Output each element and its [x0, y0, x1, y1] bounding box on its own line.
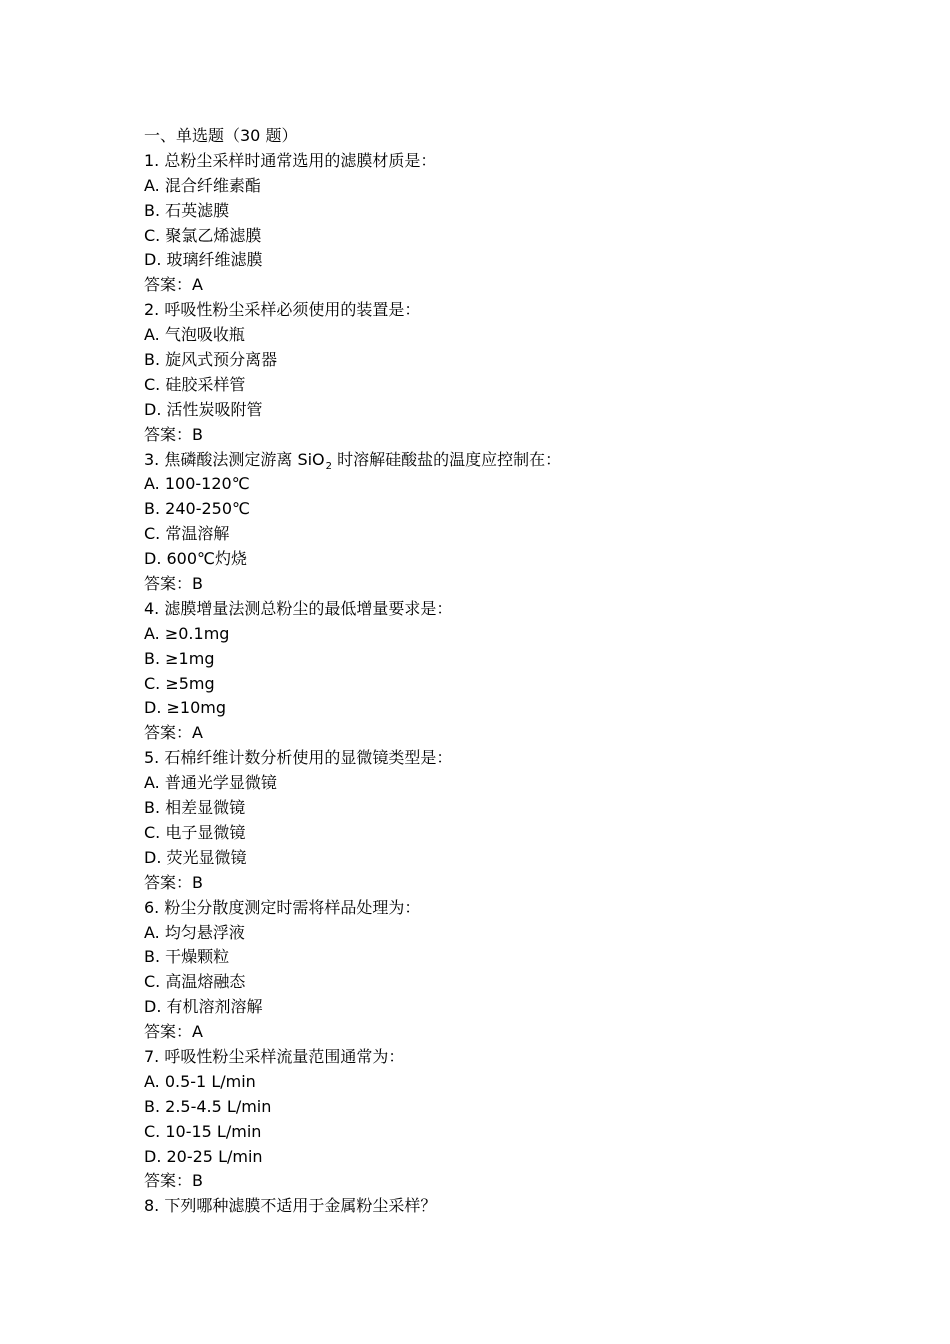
question-1-option-a: A. 混合纤维素酯 — [144, 175, 261, 195]
question-1-option-d: D. 玻璃纤维滤膜 — [144, 250, 263, 270]
document-page — [144, 124, 844, 1219]
section-title: 一、单选题（30 题） — [144, 126, 298, 145]
question-3-option-a: A. 100-120℃ — [144, 474, 250, 494]
question-3-stem-subscript: 2 — [325, 460, 333, 472]
question-4-option-b: B. ≥1mg — [144, 648, 215, 668]
question-2-option-a: A. 气泡吸收瓶 — [144, 325, 245, 345]
question-4-option-c: C. ≥5mg — [144, 673, 215, 693]
question-6-stem: 6. 粉尘分散度测定时需将样品处理为： — [144, 897, 421, 917]
question-7-option-b: B. 2.5-4.5 L/min — [144, 1096, 272, 1116]
question-3-stem-pre: 3. 焦磷酸法测定游离 SiO — [144, 449, 325, 469]
question-7-option-c: C. 10-15 L/min — [144, 1121, 262, 1141]
question-3-option-c: C. 常温溶解 — [144, 524, 230, 544]
question-2-stem: 2. 呼吸性粉尘采样必须使用的装置是： — [144, 300, 421, 320]
question-4-stem: 4. 滤膜增量法测总粉尘的最低增量要求是： — [144, 598, 453, 618]
question-1-option-b: B. 石英滤膜 — [144, 200, 230, 220]
question-7-answer: 答案：B — [144, 1171, 203, 1191]
question-5-option-d: D. 荧光显微镜 — [144, 847, 247, 867]
question-6-option-d: D. 有机溶剂溶解 — [144, 997, 263, 1017]
question-4-answer: 答案：A — [144, 723, 203, 743]
question-3-answer: 答案：B — [144, 574, 203, 594]
question-6-answer: 答案：A — [144, 1022, 203, 1042]
question-8-stem: 8. 下列哪种滤膜不适用于金属粉尘采样？ — [144, 1196, 437, 1216]
question-3-stem-post: 时溶解硅酸盐的温度应控制在： — [332, 449, 562, 469]
question-2-answer: 答案：B — [144, 424, 203, 444]
question-1-option-c: C. 聚氯乙烯滤膜 — [144, 225, 262, 245]
question-7-option-d: D. 20-25 L/min — [144, 1146, 263, 1166]
question-7-stem: 7. 呼吸性粉尘采样流量范围通常为： — [144, 1046, 405, 1066]
question-6-option-a: A. 均匀悬浮液 — [144, 922, 245, 942]
question-5-answer: 答案：B — [144, 872, 203, 892]
question-5-option-a: A. 普通光学显微镜 — [144, 773, 277, 793]
question-4-option-a: A. ≥0.1mg — [144, 623, 230, 643]
question-1-stem: 1. 总粉尘采样时通常选用的滤膜材质是： — [144, 150, 437, 170]
question-5-option-b: B. 相差显微镜 — [144, 798, 246, 818]
question-4-option-d: D. ≥10mg — [144, 698, 226, 718]
question-3-option-b: B. 240-250℃ — [144, 499, 250, 519]
question-5-option-c: C. 电子显微镜 — [144, 822, 246, 842]
question-2-option-c: C. 硅胶采样管 — [144, 374, 246, 394]
question-3-option-d: D. 600℃灼烧 — [144, 549, 248, 569]
question-3-stem — [144, 448, 844, 473]
question-2-option-d: D. 活性炭吸附管 — [144, 399, 263, 419]
question-1-answer: 答案：A — [144, 275, 203, 295]
question-5-stem: 5. 石棉纤维计数分析使用的显微镜类型是： — [144, 748, 453, 768]
question-7-option-a: A. 0.5-1 L/min — [144, 1071, 256, 1091]
question-6-option-c: C. 高温熔融态 — [144, 972, 246, 992]
question-6-option-b: B. 干燥颗粒 — [144, 947, 230, 967]
question-2-option-b: B. 旋风式预分离器 — [144, 350, 278, 370]
